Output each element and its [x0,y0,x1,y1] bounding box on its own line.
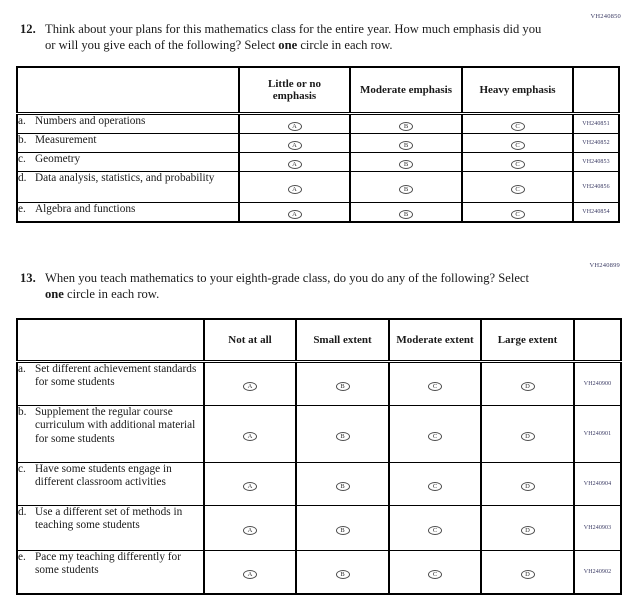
question-12 [20,22,560,54]
question-12-text [45,22,550,54]
answer-cell [204,362,296,406]
answer-bubble-D[interactable]: D [521,570,535,579]
answer-cell [296,406,389,463]
row-letter: b. [18,406,27,418]
answer-bubble-B[interactable]: B [399,141,413,150]
row-letter: a. [18,363,26,375]
column-header: Small extent [296,319,389,362]
answer-bubble-A[interactable]: A [288,210,302,219]
empty-header-cell [17,67,239,114]
answer-bubble-C[interactable]: C [428,382,442,391]
question-12-number: 12. [20,22,36,36]
code-header-cell [573,67,619,114]
answer-bubble-B[interactable]: B [399,122,413,131]
q12-response-table [16,66,620,223]
answer-cell [204,506,296,551]
answer-bubble-B[interactable]: B [336,432,350,441]
row-label [17,153,239,172]
answer-cell [350,134,462,153]
answer-cell [239,134,350,153]
answer-bubble-A[interactable]: A [243,570,257,579]
row-text: Measurement [35,134,97,146]
row-code: VH240904 [574,463,621,506]
row-letter: c. [18,463,26,475]
table-row [17,506,621,551]
answer-cell [350,114,462,134]
row-text: Numbers and operations [35,115,146,127]
row-text: Algebra and functions [35,203,136,215]
answer-cell [296,506,389,551]
row-label [17,114,239,134]
answer-cell [204,551,296,595]
row-letter: e. [18,551,26,563]
answer-cell [239,172,350,203]
answer-bubble-C[interactable]: C [428,432,442,441]
answer-cell [462,134,573,153]
question-13-text-part1: When you teach mathematics to your eighth-grade class, do you do any of the following? Select [45,271,530,285]
answer-cell [389,406,481,463]
answer-bubble-B[interactable]: B [399,210,413,219]
answer-cell [239,153,350,172]
answer-bubble-B[interactable]: B [336,526,350,535]
column-header: Moderate extent [389,319,481,362]
answer-bubble-B[interactable]: B [336,482,350,491]
row-code: VH240851 [573,114,619,134]
answer-cell [462,114,573,134]
q13-header-row [17,319,621,362]
answer-cell [481,362,574,406]
column-header: Little or no emphasis [239,67,350,114]
answer-bubble-D[interactable]: D [521,432,535,441]
answer-bubble-A[interactable]: A [288,141,302,150]
row-text: Use a different set of methods in teaching some students [35,506,183,532]
answer-cell [481,406,574,463]
answer-cell [481,463,574,506]
column-header: Large extent [481,319,574,362]
row-code: VH240852 [573,134,619,153]
answer-cell [481,551,574,595]
answer-cell [296,463,389,506]
answer-cell [204,463,296,506]
answer-bubble-C[interactable]: C [511,185,525,194]
question-13-code: VH240899 [589,262,620,269]
row-label [17,362,204,406]
table-row [17,114,619,134]
table-row [17,153,619,172]
answer-bubble-C[interactable]: C [511,122,525,131]
question-12-text-part1: Think about your plans for this mathematics class for the entire year. How much emphasis did you or will you give each of the following? Select [45,22,542,52]
table-row [17,406,621,463]
row-label [17,463,204,506]
answer-cell [350,203,462,223]
answer-bubble-D[interactable]: D [521,482,535,491]
table-row [17,362,621,406]
answer-cell [350,172,462,203]
row-label [17,551,204,595]
answer-cell [462,172,573,203]
answer-cell [239,203,350,223]
question-12-code: VH240850 [590,13,621,20]
table-row [17,463,621,506]
answer-bubble-B[interactable]: B [399,160,413,169]
answer-cell [389,463,481,506]
row-label [17,406,204,463]
answer-bubble-A[interactable]: A [288,122,302,131]
row-text: Set different achievement standards for some students [35,363,197,389]
empty-header-cell [17,319,204,362]
answer-bubble-A[interactable]: A [243,382,257,391]
row-code: VH240901 [574,406,621,463]
answer-bubble-A[interactable]: A [288,160,302,169]
answer-bubble-D[interactable]: D [521,526,535,535]
answer-cell [389,362,481,406]
question-12-bold-word: one [278,37,298,52]
row-code: VH240854 [573,203,619,223]
answer-cell [296,551,389,595]
row-code: VH240903 [574,506,621,551]
table-row [17,551,621,595]
row-label [17,134,239,153]
answer-bubble-C[interactable]: C [428,482,442,491]
answer-bubble-B[interactable]: B [399,185,413,194]
question-13 [20,271,560,303]
row-text: Have some students engage in different classroom activities [35,463,172,489]
answer-cell [239,114,350,134]
row-letter: d. [18,506,27,518]
column-header: Heavy emphasis [462,67,573,114]
answer-cell [204,406,296,463]
answer-bubble-A[interactable]: A [243,482,257,491]
question-12-text-part2: circle in each row. [300,37,393,52]
answer-bubble-C[interactable]: C [511,141,525,150]
row-code: VH240853 [573,153,619,172]
row-code: VH240856 [573,172,619,203]
answer-cell [462,153,573,172]
answer-bubble-C[interactable]: C [511,160,525,169]
question-13-text-part2: circle in each row. [67,286,160,301]
column-header: Moderate emphasis [350,67,462,114]
row-code: VH240900 [574,362,621,406]
answer-cell [389,551,481,595]
answer-bubble-A[interactable]: A [243,432,257,441]
answer-cell [350,153,462,172]
code-header-cell [574,319,621,362]
row-text: Pace my teaching differently for some students [35,551,181,577]
question-13-bold-word: one [45,286,64,301]
answer-cell [389,506,481,551]
q13-response-table [16,318,622,595]
answer-bubble-A[interactable]: A [288,185,302,194]
row-letter: c. [18,153,26,165]
table-row [17,134,619,153]
answer-bubble-B[interactable]: B [336,570,350,579]
answer-cell [296,362,389,406]
row-letter: d. [18,172,27,184]
row-text: Supplement the regular course curriculum with additional material for some students [35,406,196,445]
row-letter: b. [18,134,27,146]
row-text: Geometry [35,153,81,165]
column-header: Not at all [204,319,296,362]
answer-bubble-D[interactable]: D [521,382,535,391]
row-label [17,203,239,223]
row-letter: a. [18,115,26,127]
answer-bubble-C[interactable]: C [511,210,525,219]
answer-bubble-A[interactable]: A [243,526,257,535]
question-13-text [45,271,550,303]
answer-bubble-B[interactable]: B [336,382,350,391]
question-13-number: 13. [20,271,36,285]
answer-bubble-C[interactable]: C [428,570,442,579]
table-row [17,203,619,223]
answer-cell [462,203,573,223]
table-row [17,172,619,203]
row-text: Data analysis, statistics, and probability [35,172,215,184]
row-code: VH240902 [574,551,621,595]
answer-cell [481,506,574,551]
row-label [17,172,239,203]
q12-header-row [17,67,619,114]
row-letter: e. [18,203,26,215]
answer-bubble-C[interactable]: C [428,526,442,535]
row-label [17,506,204,551]
